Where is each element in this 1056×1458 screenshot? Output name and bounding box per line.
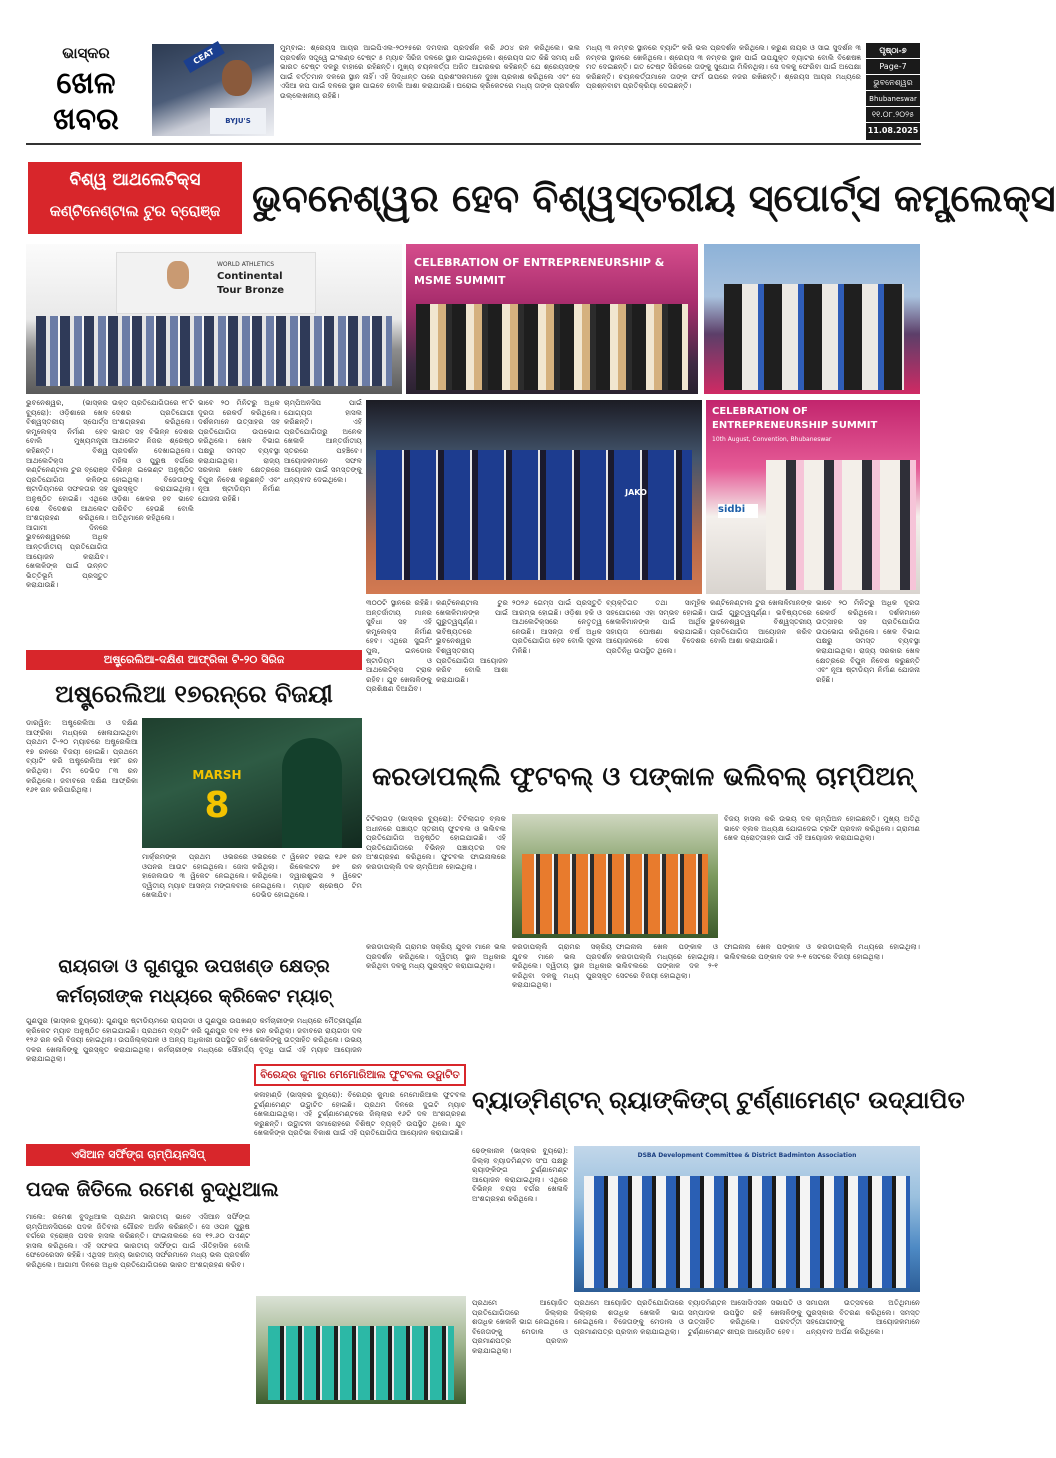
shreyas-photo: [152, 44, 274, 136]
champions-row: [522, 854, 708, 934]
aus-col1: ଡାରୱିନ: ଅଷ୍ଟ୍ରେଲିଆ ଓ ଦକ୍ଷିଣ ଆଫ୍ରିକା ମଧ୍ୟରେ ଖେଳାଯାଇଥିବା ପ୍ରଥମ ଟି-୨୦ ମ୍ୟାଚରେ ଅଷ୍ଟ୍ରେଲିଆ ୧୭ ରନରେ ବିଜୟୀ ହୋଇଛି। ପ୍ରଥମେ ବ୍ୟାଟିଂ କରି ଅଷ୍ଟ୍ରେଲିଆ ୧୭୮ ରନ କରିଥିଲା। ଟିମ ଡେଭିଡ ୮୩ ରନ କରିଥିଲେ। ଜବାବରେ ଦକ୍ଷିଣ ଆଫ୍ରିକା ୧୬୧ ରନ କରିପାରିଥିଲା।: [26, 718, 138, 795]
photo-memorial-team: [256, 1296, 466, 1404]
player-face: [222, 60, 252, 96]
date-en: 11.08.2025: [867, 126, 919, 135]
cricket-headline-line1: ରାୟଗଡା ଓ ଗୁଣପୁର ଉପଖଣ୍ଡ କ୍ଷେତ୍ର: [58, 956, 330, 977]
marsh-name: MARSH: [192, 768, 242, 782]
football-col2: କରଡାପଲ୍ଲି ଗ୍ରାମର ସକ୍ରିୟ ଯୁବକ ମାନେ ଭଲ ପ୍ରଦର୍ଶନ କରିଥିଲେ। ଦ୍ୱିତୀୟ ସ୍ଥାନ ଅଧିକାର କରିଥିବା ଦଳକୁ ମଧ୍ୟ ପୁରସ୍କୃତ କରାଯାଇଥିଲା।: [512, 942, 612, 990]
main-col8: କଣ୍ଟିନେଣ୍ଟାଲ ଟୁର ଖେଳାଳିମାନଙ୍କ ପାଇଁ ଗୁରୁତ୍ୱପୂର୍ଣ୍ଣ। ଭବିଷ୍ୟତରେ ଭୁବନେଶ୍ୱର ବିଶ୍ୱସ୍ତରୀୟ ପ୍ରତିଯୋଗିତା ଆୟୋଜନ କରିବ ବୋଲି ଆଶା କରାଯାଉଛି।: [710, 598, 812, 646]
masthead-brand: ଭାସ୍କର: [62, 44, 110, 62]
main-kicker-line2: କଣ୍ଟିନେଣ୍ଟାଲ ଟୁର ବ୍ରୋଞ୍ଜ: [49, 202, 221, 220]
stage-people: [416, 304, 688, 390]
main-col6: ୨୦୨୬ ଗେମ୍ସ ପାଇଁ ପ୍ରସ୍ତୁତି ଆରମ୍ଭ ହୋଇଛି। ଓଡ଼ିଶା ହକି ଓ ଆଥଲେଟିକ୍ସରେ ନେତୃତ୍ୱ ନେଉଛି। ଆସନ୍ତା ବର୍ଷ ଅଧିକ ପ୍ରତିଯୋଗିତା ହେବ ବୋଲି ସୂଚନା ମିଳିଛି।: [512, 598, 602, 655]
badminton-headline: ବ୍ୟାଡ୍‌ମିଣ୍ଟନ୍ ର‌୍ୟାଙ୍କିଙ୍ଗ୍ ଟୁର୍ଣ୍ଣାମେଣ୍ଟ ଉଦ୍‌ଯାପିତ: [472, 1086, 965, 1114]
photo-badminton: [574, 1146, 920, 1292]
aus-col2: ମାର୍କ୍ରମଙ୍କ ପ୍ରଥମ ଓଭରରେ ଓପନର ଆଉଟ ହୋଇଥିଲେ। ଜୋସ ହାଜେଲଉଡ ୩ ୱିକେଟ ନେଇଥିଲେ। ଦ୍ୱିତୀୟ ମ୍ୟାଚ ଆସନ୍ତା ମଙ୍ଗଳବାର ଖେଳାଯିବ।: [142, 852, 248, 900]
city-en: Bhubaneswar: [866, 91, 920, 107]
bat-logo: CEAT: [183, 41, 225, 73]
cricket-headline-line2: କର୍ମଚାରୀଙ୍କ ମଧ୍ୟରେ କ୍ରିକେଟ ମ୍ୟାଚ୍: [56, 986, 332, 1007]
athletics-screen: [116, 252, 316, 314]
bouquet-people: [766, 460, 916, 590]
felicitation-people: [724, 284, 904, 390]
badminton-people: [584, 1176, 910, 1288]
top-story-col1: ମୁମ୍ବାଇ: ଶ୍ରେୟସ ଆୟର ଆଇପିଏଲ-୨୦୨୫ରେ ଦମଦାର ପ୍ରଦର୍ଶନ କରି ୬୦୪ ରନ କରିଥିଲେ। ଭଲ ପ୍ରଦର୍ଶନ ସତ୍ତ୍ୱେ ଇଂଲଣ୍ଡ ଟେଷ୍ଟ ୫ ମ୍ୟାଚ ସିରିଜ ଦଳରେ ସ୍ଥାନ ପାଇନଥିଲେ। ଶ୍ରେୟସ ଗତ କିଛି ସମୟ ଧରି ଭାରତ ଟେଷ୍ଟ ଦଳରୁ ବାହାରେ ରହିଛନ୍ତି। ମୁଖ୍ୟ ଚୟନକର୍ତ୍ତା ଅଜିତ ଆଗରକର କହିଛନ୍ତି ଯେ ଶ୍ରେୟସଙ୍କ ପାଇଁ ବର୍ତ୍ତମାନ ଦଳରେ ସ୍ଥାନ ନାହିଁ। ଏହି ସିଦ୍ଧାନ୍ତ ପରେ ପ୍ରଶଂସକମାନେ ଦୁଃଖ ପ୍ରକାଶ କରିଥିଲେ ଏବଂ ସେ ଏସିଆ କପ ପାଇଁ ଦଳରେ ସ୍ଥାନ ପାଇବେ ବୋଲି ଆଶା କରାଯାଉଛି। ଘରୋଇ କ୍ରିକେଟରେ ମଧ୍ୟ ତାଙ୍କ ପ୍ରଦର୍ଶନ ଉଲ୍ଲେଖନୀୟ ରହିଛି।: [280, 43, 580, 100]
photo-football-champions: [512, 814, 718, 938]
screen-line1: WORLD ATHLETICS: [217, 261, 275, 268]
badminton-col1b: ପ୍ରଥମେ ଆୟୋଜିତ ପ୍ରତିଯୋଗିତାରେ ଜିଲ୍ଲାର ଶତାଧିକ ଖେଳାଳି ଭାଗ ନେଇଥିଲେ। ବିଜେତାଙ୍କୁ ମେଡାଲ ଓ ପ୍ରମାଣପତ୍ର ପ୍ରଦାନ କରାଯାଇଥିଲା।: [472, 1298, 568, 1355]
main-kicker-box: [28, 162, 242, 234]
memorial-row: [268, 1326, 454, 1400]
page-number-en: Page-7: [866, 59, 920, 75]
screen-line3: Tour Bronze: [217, 285, 285, 296]
main-col7: ବ୍ୟକ୍ତିଗତ ତଥା ସାମୂହିକ ସହଯୋଗରେ ଏହା ସମ୍ଭବ ହୋଇଛି। ଖେଳାଳିମାନଙ୍କ ପାଇଁ ଆର୍ଥିକ ସହାୟତା ଘୋଷଣା କରାଯାଇଛି। ଆୟୋଜନରେ ଦେଶ ବିଦେଶର ପ୍ରତିନିଧି ଉପସ୍ଥିତ ଥିଲେ।: [606, 598, 706, 655]
masthead: [26, 44, 146, 140]
photo-football-team: [366, 400, 702, 594]
cricket-body: ଗୁଣପୁର (ଭାସ୍କର ବ୍ୟୁରୋ): ଗୁଣପୁର ଷ୍ଟାଡିୟମରେ ରାୟଗଡା ଓ ଗୁଣପୁର ଉପଖଣ୍ଡ କର୍ମଚାରୀଙ୍କ ମଧ୍ୟରେ ମୈତ୍ରୀପୂର୍ଣ୍ଣ କ୍ରିକେଟ ମ୍ୟାଚ ଅନୁଷ୍ଠିତ ହୋଇଯାଇଛି। ପ୍ରଥମେ ବ୍ୟାଟିଂ କରି ଗୁଣପୁର ଦଳ ୧୨୫ ରନ କରିଥିଲା। ଜବାବରେ ରାୟଗଡା ଦଳ ୧୨୬ ରନ କରି ବିଜୟୀ ହୋଇଥିଲା। ଉପଜିଲ୍ଲାପାଳ ଓ ଅନ୍ୟ ଅଧିକାରୀ ଉପସ୍ଥିତ ରହି ଖେଳାଳିଙ୍କୁ ଉତ୍ସାହିତ କରିଥିଲେ। ଉଭୟ ଦଳର ଖେଳାଳିଙ୍କୁ ପୁରସ୍କୃତ କରାଯାଇଥିଲା। କର୍ମଚାରୀଙ୍କ ମଧ୍ୟରେ ସୌହାର୍ଦ୍ଦ୍ୟ ବୃଦ୍ଧି ପାଇଁ ଏହି ମ୍ୟାଚ ଆୟୋଜନ କରାଯାଇଥିଲା।: [26, 1016, 362, 1064]
football-col3: ଫାଇନାଲ ଖେଳ ପଙ୍କାଳ ଓ କରଡାପଲ୍ଲି ମଧ୍ୟରେ ହୋଇଥିଲା। ଭଲିବଲରେ ପଙ୍କାଳ ଦଳ ୨-୧ ସେଟରେ ବିଜୟୀ ହୋଇଥିଲା।: [616, 942, 718, 980]
asian-headline: ପଦକ ଜିତିଲେ ରମେଶ ବୁଦ୍ଧିଆଲ: [26, 1177, 279, 1201]
teammate: [282, 738, 342, 848]
kit-sponsor: JAKO: [625, 488, 647, 497]
main-col9: ଭାବେ ୨୦ ମିନିଟରୁ ଅଧିକ ଦୂରତା ରେକର୍ଡ କରିଥିଲେ। ଦର୍ଶକମାନେ ଉତ୍ସାହର ସହ ପ୍ରତିଯୋଗିତା ଉପଭୋଗ କରିଥିଲେ। ଖେଳ ବିଭାଗ ପକ୍ଷରୁ ସମସ୍ତ ବ୍ୟବସ୍ଥା କରାଯାଇଥିଲା। ରାଜ୍ୟ ସରକାର ଖେଳ କ୍ଷେତ୍ରରେ ବିପୁଳ ନିବେଶ କରୁଛନ୍ତି ଏବଂ ନୂଆ ଷ୍ଟାଡିୟମ ନିର୍ମାଣ ଯୋଜନା ରହିଛି।: [816, 598, 920, 684]
main-headline: ଭୁବନେଶ୍ୱର ହେବ ବିଶ୍ୱସ୍ତରୀୟ ସ୍ପୋର୍ଟ୍ସ କମ୍ପ୍ଲେକ୍ସ: [252, 176, 1056, 220]
pm-portrait: [167, 261, 189, 289]
main-col4: ୩୦୦ଟି ସ୍ଥାନରେ ରହିଛି। ଅନ୍ତର୍ଜାତୀୟ ମାନର ସୁବିଧା ସହ ଏହି କମ୍ପ୍ଲେକ୍ସ ନିର୍ମାଣ ହେବ। ଏଥିରେ ସୁଇମିଂ ପୁଲ, ଇନଡୋର ଷ୍ଟାଡିୟମ ଓ ଆଥଲେଟିକ୍ସ ଟ୍ରାକ ରହିବ। ଯୁବ ଖେଳାଳିଙ୍କୁ ପ୍ରଶିକ୍ଷଣ ଦିଆଯିବ।: [366, 598, 432, 694]
photo-summit-stage: [406, 244, 698, 394]
memorial-headline: ବିରେନ୍ଦ୍ର କୁମାର ମେମୋରିଆଲ ଫୁଟବଲ ଉଦ୍ଘାଟିତ: [260, 1069, 460, 1081]
badminton-banner: DSBA Development Committee & District Badminton Association: [637, 1152, 857, 1159]
photo-marsh: [142, 718, 362, 848]
football-col1b: କରଡାପଲ୍ଲି ଗ୍ରାମର ସକ୍ରିୟ ଯୁବକ ମାନେ ଭଲ ପ୍ରଦର୍ଶନ କରିଥିଲେ। ଦ୍ୱିତୀୟ ସ୍ଥାନ ଅଧିକାର କରିଥିବା ଦଳକୁ ମଧ୍ୟ ପୁରସ୍କୃତ କରାଯାଇଥିଲା।: [366, 942, 506, 971]
football-col4b: ଫାଇନାଲ ଖେଳ ପଙ୍କାଳ ଓ କରଡାପଲ୍ଲି ମଧ୍ୟରେ ହୋଇଥିଲା। ଭଲିବଲରେ ପଙ୍କାଳ ଦଳ ୨-୧ ସେଟରେ ବିଜୟୀ ହୋଇଥିଲା।: [724, 942, 920, 961]
top-story-col2: ମଧ୍ୟ ୩ ନମ୍ବର ସ୍ଥାନରେ ବ୍ୟାଟିଂ କରି ଭଲ ପ୍ରଦର୍ଶନ କରିଥିଲେ। କରୁଣ ନାୟର ଓ ସାଇ ସୁଦର୍ଶନ ୩ ନମ୍ବର ସ୍ଥାନରେ ଖେଳିଥିଲେ। ଶ୍ରେୟସ ୩ ନମ୍ବର ସ୍ଥାନ ପାଇଁ ଉପଯୁକ୍ତ ବ୍ୟାଟର ବୋଲି ବିଶେଷଜ୍ଞ ମତ ଦେଇଛନ୍ତି। ଗତ ଟେଷ୍ଟ ସିରିଜରେ ତାଙ୍କୁ ସୁଯୋଗ ମିଳିନଥିଲା। ସେ ଦଳକୁ ଫେରିବା ପାଇଁ ଅପେକ୍ଷା କରିଛନ୍ତି। ଚୟନକର୍ତ୍ତାମାନେ ତାଙ୍କ ଫର୍ମ ଉପରେ ନଜର ରଖିଛନ୍ତି। ଶ୍ରେୟସ ଆୟର ମଧ୍ୟରେ ପ୍ରଶ୍ନବାଚୀ ପ୍ରତିକ୍ରିୟା ଦେଇଛନ୍ତି।: [586, 43, 861, 91]
badminton-col1: ଢେଙ୍କାନାଳ (ଭାସ୍କର ବ୍ୟୁରୋ): ଜିଲ୍ଲା ବ୍ୟାଡମିଣ୍ଟନ ସଂଘ ପକ୍ଷରୁ ର‌୍ୟାଙ୍କିଙ୍ଗ ଟୁର୍ଣ୍ଣାମେଣ୍ଟ ଆୟୋଜନ କରାଯାଇଥିଲା। ଏଥିରେ ବିଭିନ୍ନ ବୟସ ବର୍ଗର ଖେଳାଳି ଅଂଶଗ୍ରହଣ କରିଥିଲେ।: [472, 1146, 568, 1203]
summit-banner: CELEBRATION OF ENTREPRENEURSHIP & MSME SUMMIT: [414, 256, 665, 287]
photo-stadium-felicitation: [704, 244, 920, 394]
badminton-col3: ବ୍ୟାଡମିଣ୍ଟନ ଆସୋସିଏସନ ସଭାପତି ଓ ସମ୍ପାଦକ ଉପସ୍ଥିତ ରହି ଖେଳାଳିଙ୍କୁ ଉତ୍ସାହିତ କରିଥିଲେ। ପରବର୍ତ୍ତୀ ଟୁର୍ଣ୍ଣାମେଣ୍ଟ ଶୀଘ୍ର ଆୟୋଜିତ ହେବ।: [688, 1298, 802, 1336]
summit2-line1: CELEBRATION OF: [712, 406, 808, 417]
marsh-number: 8: [204, 785, 230, 826]
summit2-sub: 10th August, Convention, Bhubaneswar: [712, 436, 832, 443]
football-headline: କରଡାପଲ୍ଲି ଫୁଟବଲ୍ ଓ ପଙ୍କାଳ ଭଲିବଲ୍ ଚାମ୍ପିଅନ୍: [372, 762, 914, 792]
aus-headline: ଅଷ୍ଟ୍ରେଲିଆ ୧୭ରନ୍‌ରେ ବିଜୟୀ: [55, 680, 333, 708]
page-info-box: [866, 43, 920, 140]
city-or: ଭୁବନେଶ୍ୱର: [866, 75, 920, 91]
main-kicker-line1: ବିଶ୍ୱ ଆଥଲେଟିକ୍ସ: [69, 170, 201, 190]
cricket-headline-box: [26, 952, 362, 1012]
standing-people: [36, 316, 392, 386]
photo-athletics-group: [26, 244, 402, 394]
main-col5: କଣ୍ଟିନେଣ୍ଟାଲ ଟୁର ଖେଳାଳିମାନଙ୍କ ପାଇଁ ଗୁରୁତ୍ୱପୂର୍ଣ୍ଣ। ଭବିଷ୍ୟତରେ ଭୁବନେଶ୍ୱର ବିଶ୍ୱସ୍ତରୀୟ ପ୍ରତିଯୋଗିତା ଆୟୋଜନ କରିବ ବୋଲି ଆଶା କରାଯାଉଛି।: [436, 598, 508, 684]
photo-summit-bouquet: [706, 400, 920, 594]
screen-line2: Continental: [217, 271, 283, 282]
aus-col3: ଓଭରରେ ୯ ୱିକେଟ ହରାଇ ୧୬୧ ରନ କରିଥିଲା। ରିକେଲଟନ ୭୧ ରନ କରିଥିଲେ। ଦ୍ୱାରଶୁଇସ ୨ ୱିକେଟ ନେଇଥିଲେ। ମ୍ୟାଚ ଶ୍ରେଷ୍ଠ ଟିମ ଡେଭିଡ ହୋଇଥିଲେ।: [252, 852, 362, 900]
main-col3: ଭାବେ ୨୦ ମିନିଟରୁ ଅଧିକ ଦୂରତା ରେକର୍ଡ କରିଥିଲେ। ଦର୍ଶକମାନେ ଉତ୍ସାହର ସହ ପ୍ରତିଯୋଗିତା ଉପଭୋଗ କରିଥିଲେ। ଖେଳ ବିଭାଗ ପକ୍ଷରୁ ସମସ୍ତ ବ୍ୟବସ୍ଥା କରାଯାଇଥିଲା। ରାଜ୍ୟ ସରକାର ଖେଳ କ୍ଷେତ୍ରରେ ବିପୁଳ ନିବେଶ କରୁଛନ୍ତି ଏବଂ ନୂଆ ଷ୍ଟାଡିୟମ ନିର୍ମାଣ ଯୋଜନା ରହିଛି।: [198, 398, 280, 503]
masthead-title-line2: ଖବର: [53, 102, 119, 137]
memorial-body: କଳାହାଣ୍ଡି (ଭାସ୍କର ବ୍ୟୁରୋ): ବିରେନ୍ଦ୍ର କୁମାର ମେମୋରିଆଲ ଫୁଟବଲ ଟୁର୍ଣ୍ଣାମେଣ୍ଟ ଉଦ୍ଘାଟିତ ହୋଇଛି। ପ୍ରଥମ ଦିନରେ ଦୁଇଟି ମ୍ୟାଚ ଖେଳାଯାଇଥିଲା। ଏହି ଟୁର୍ଣ୍ଣାମେଣ୍ଟରେ ଜିଲ୍ଲାର ୧୬ଟି ଦଳ ଅଂଶଗ୍ରହଣ କରୁଛନ୍ତି। ଉଦ୍ଘାଟନୀ ସମାରୋହରେ ବିଶିଷ୍ଟ ବ୍ୟକ୍ତି ଉପସ୍ଥିତ ଥିଲେ। ଯୁବ ଖେଳାଳିଙ୍କ ପ୍ରତିଭା ବିକାଶ ପାଇଁ ଏହି ପ୍ରତିଯୋଗିତା ଆୟୋଜନ କରାଯାଇଛି।: [254, 1090, 466, 1138]
asian-kicker: ଏସିଆନ ସର୍ଫିଙ୍ଗ ଚାମ୍ପିୟନସିପ୍: [26, 1144, 250, 1166]
aus-kicker: ଅଷ୍ଟ୍ରେଲିଆ-ଦକ୍ଷିଣ ଆଫ୍ରିକା ଟି-୨୦ ସିରିଜ: [26, 650, 362, 670]
football-col1: ଟିଟିଲାଗଡ଼ (ଭାସ୍କର ବ୍ୟୁରୋ): ଟିଟିଲାଗଡ଼ ବ୍ଲକ ଅଧୀନରେ ପଞ୍ଚାୟତ ସ୍ତରୀୟ ଫୁଟବଲ ଓ ଭଲିବଲ ପ୍ରତିଯୋଗିତା ଅନୁଷ୍ଠିତ ହୋଇଯାଇଛି। ଏହି ପ୍ରତିଯୋଗିତାରେ ବିଭିନ୍ନ ପଞ୍ଚାୟତର ଦଳ ଅଂଶଗ୍ରହଣ କରିଥିଲେ। ଫୁଟବଲ ଫାଇନାଲରେ କରଡାପଲ୍ଲି ଦଳ ଚାମ୍ପିଅନ ହୋଇଥିଲା।: [366, 814, 506, 871]
football-col4: ବିଜୟ ହାସଲ କରି ଉଭୟ ଦଳ ଚାମ୍ପିଅନ ହୋଇଛନ୍ତି। ମୁଖ୍ୟ ଅତିଥି ଭାବେ ବ୍ଲକ ଅଧ୍ୟକ୍ଷ ଯୋଗଦେଇ ଟ୍ରଫି ପ୍ରଦାନ କରିଥିଲେ। ଗ୍ରାମୀଣ ଖେଳ ପ୍ରୋତ୍ସାହନ ପାଇଁ ଏହି ଆୟୋଜନ କରାଯାଇଥିଲା।: [724, 814, 920, 843]
memorial-headline-box: [254, 1064, 466, 1086]
badminton-col2: ପ୍ରଥମେ ଆୟୋଜିତ ପ୍ରତିଯୋଗିତାରେ ଜିଲ୍ଲାର ଶତାଧିକ ଖେଳାଳି ଭାଗ ନେଇଥିଲେ। ବିଜେତାଙ୍କୁ ମେଡାଲ ଓ ପ୍ରମାଣପତ୍ର ପ୍ରଦାନ କରାଯାଇଥିଲା।: [574, 1298, 684, 1336]
date-or: ୧୧.୦୮.୨୦୨୫: [866, 107, 920, 123]
main-col1: ଭୁବନେଶ୍ୱର, (ଭାସ୍କର ବ୍ୟୁରୋ): ଓଡ଼ିଶାରେ ଖେଳ ବିଶ୍ୱସ୍ତରୀୟ ସ୍ପୋର୍ଟ୍ସ କମ୍ପ୍ଲେକ୍ସ ନିର୍ମାଣ ହେବ ବୋଲି ମୁଖ୍ୟମନ୍ତ୍ରୀ କହିଛନ୍ତି। ବିଶ୍ୱ ଆଥଲେଟିକ୍ସ କଣ୍ଟିନେଣ୍ଟାଲ ଟୁର ବ୍ରୋଞ୍ଜ ପ୍ରତିଯୋଗିତା କଳିଙ୍ଗ ଷ୍ଟାଡିୟମରେ ସଫଳତାର ସହ ଅନୁଷ୍ଠିତ ହୋଇଛି। ଏଥିରେ ଦେଶ ବିଦେଶର ଆଥଲେଟ ଅଂଶଗ୍ରହଣ କରିଥିଲେ। ଆଗାମୀ ଦିନରେ ଭୁବନେଶ୍ୱରରେ ଅଧିକ ଆନ୍ତର୍ଜାତୀୟ ପ୍ରତିଯୋଗିତା ଆୟୋଜନ କରାଯିବ। ଖେଳାଳିଙ୍କ ପାଇଁ ଉନ୍ନତ ଭିତ୍ତିଭୂମି ପ୍ରସ୍ତୁତ କରାଯାଉଛି।: [26, 398, 108, 590]
summit2-line2: ENTREPRENEURSHIP SUMMIT: [712, 420, 878, 431]
sidbi-logo: sidbi: [718, 504, 758, 518]
jersey-sponsor: BYJU'S: [210, 108, 266, 134]
badminton-col4: ସମାପନୀ ଉତ୍ସବରେ ଅତିଥିମାନେ ପୁରସ୍କାର ବିତରଣ କରିଥିଲେ। ସମସ୍ତ ସହଯୋଗୀଙ୍କୁ ଆୟୋଜକମାନେ ଧନ୍ୟବାଦ ଅର୍ପଣ କରିଥିଲେ।: [806, 1298, 920, 1336]
team-row: [376, 450, 692, 580]
asian-body: ମାଲେ: ରମେଶ ବୁଦ୍ଧିଆଲ ପ୍ରଥମ ଭାରତୀୟ ଭାବେ ଏସିଆନ ସର୍ଫିଙ୍ଗ ଚାମ୍ପିଅନସିପରେ ପଦକ ଜିତିବାର ଗୌରବ ଅର୍ଜନ କରିଛନ୍ତି। ସେ ଓପନ ପୁରୁଷ ବର୍ଗରେ ବ୍ରୋଞ୍ଜ ପଦକ ହାସଲ କରିଛନ୍ତି। ଫାଇନାଲରେ ସେ ୧୨.୬୦ ପଏଣ୍ଟ ହାସଲ କରିଥିଲେ। ଏହି ସଫଳତା ଭାରତୀୟ ସର୍ଫିଙ୍ଗ ପାଇଁ ଐତିହାସିକ ବୋଲି ଫେଡେରେସନ କହିଛି। ଏଥିସହ ଅନ୍ୟ ଭାରତୀୟ ସର୍ଫରମାନେ ମଧ୍ୟ ଭଲ ପ୍ରଦର୍ଶନ କରିଥିଲେ। ଆଗାମୀ ଦିନରେ ଅଧିକ ପ୍ରତିଯୋଗିତାରେ ଭାରତ ଅଂଶଗ୍ରହଣ କରିବ।: [26, 1212, 250, 1269]
main-col3b: ଚାମ୍ପିଅନସିପ ପାଇଁ ଯୋଗ୍ୟତା ହାସଲ କରିଛନ୍ତି। ଏହି ପ୍ରତିଯୋଗିତାରୁ ଅନେକ ଖେଳାଳି ଆନ୍ତର୍ଜାତୀୟ ସ୍ତରରେ ପହଞ୍ଚିବେ। ଆୟୋଜକମାନେ ସଫଳ ଆୟୋଜନ ପାଇଁ ସମସ୍ତଙ୍କୁ ଧନ୍ୟବାଦ ଦେଇଥିଲେ।: [284, 398, 362, 484]
top-rule: [26, 143, 921, 145]
main-col2: ଉକ୍ତ ପ୍ରତିଯୋଗିତାରେ ୧୮ଟି ଦେଶର ପ୍ରତିଯୋଗୀ ଅଂଶଗ୍ରହଣ କରିଥିଲେ। ଭାରତ ସହ ବିଭିନ୍ନ ଦେଶର ଆଥଲେଟ ନିଜର ଶ୍ରେଷ୍ଠ ପ୍ରଦର୍ଶନ ଦେଖାଇଥିଲେ। ମହିଳା ଓ ପୁରୁଷ ବର୍ଗରେ ବିଭିନ୍ନ ଇଭେଣ୍ଟ ଅନୁଷ୍ଠିତ ହୋଇଥିଲା। ବିଜେତାଙ୍କୁ ପୁରସ୍କୃତ କରାଯାଇଥିଲା। ଓଡ଼ିଶା ଖେଳର ହବ ଭାବେ ପରିଚିତ ହେଉଛି ବୋଲି ଅତିଥିମାନେ କହିଥିଲେ।: [112, 398, 194, 523]
page-number-or: ପୃଷ୍ଠା-୭: [866, 43, 920, 59]
masthead-title-line1: ଖେଳ: [56, 66, 116, 101]
